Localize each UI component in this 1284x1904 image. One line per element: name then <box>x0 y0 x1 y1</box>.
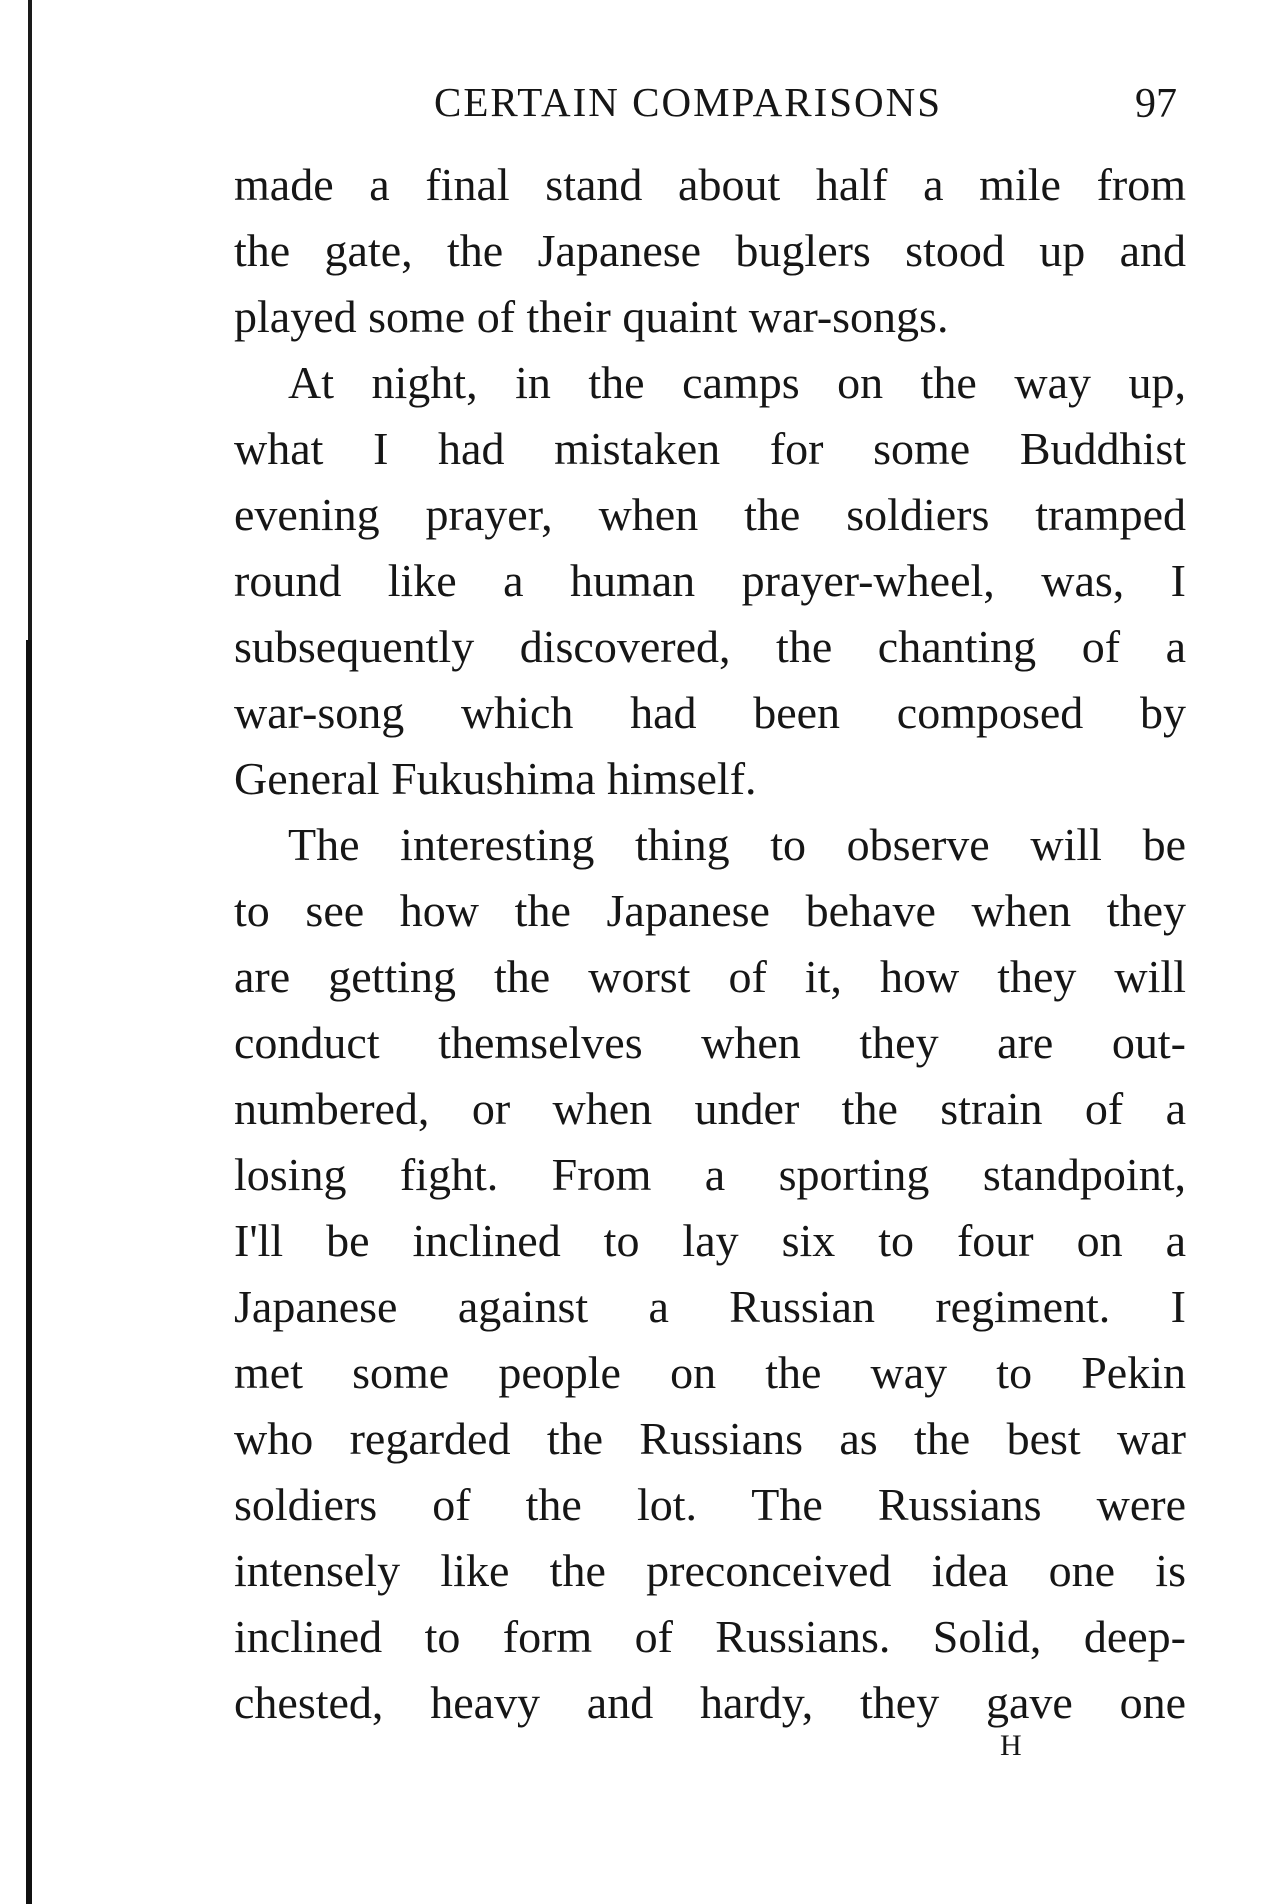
text-line: played some of their quaint war-songs. <box>234 291 949 342</box>
text-line: numbered, or when under the strain of a <box>234 1083 1186 1134</box>
text-line: made a final stand about half a mile from <box>234 159 1186 210</box>
paragraph-start-line: The interesting thing to observe will be <box>288 819 1186 870</box>
text-line: General Fukushima himself. <box>234 753 757 804</box>
text-line: I'll be inclined to lay six to four on a <box>234 1215 1186 1266</box>
binding-edge-shadow <box>26 640 32 1904</box>
text-line: evening prayer, when the soldiers tramped <box>234 489 1186 540</box>
text-line: intensely like the preconceived idea one is <box>234 1545 1186 1596</box>
text-line: losing fight. From a sporting standpoint, <box>234 1149 1186 1200</box>
text-line: conduct themselves when they are out- <box>234 1017 1186 1068</box>
running-title: CERTAIN COMPARISONS <box>434 79 943 125</box>
text-line: inclined to form of Russians. Solid, deep- <box>234 1611 1186 1662</box>
paragraph-start-line: At night, in the camps on the way up, <box>288 357 1186 408</box>
text-line: to see how the Japanese behave when they <box>234 885 1186 936</box>
text-line: round like a human prayer-wheel, was, I <box>234 555 1186 606</box>
text-line: soldiers of the lot. The Russians were <box>234 1479 1186 1530</box>
signature-mark: H <box>1000 1729 1023 1762</box>
text-line: war-song which had been composed by <box>234 687 1186 738</box>
text-line: met some people on the way to Pekin <box>234 1347 1186 1398</box>
running-head <box>0 72 1284 132</box>
text-line: subsequently discovered, the chanting of a <box>234 621 1186 672</box>
text-line: Japanese against a Russian regiment. I <box>234 1281 1186 1332</box>
page-number: 97 <box>1135 81 1177 127</box>
text-line: are getting the worst of it, how they will <box>234 951 1186 1002</box>
text-line: the gate, the Japanese buglers stood up and <box>234 225 1186 276</box>
text-line: who regarded the Russians as the best war <box>234 1413 1186 1464</box>
body-text <box>234 152 1186 1736</box>
text-line: what I had mistaken for some Buddhist <box>234 423 1186 474</box>
text-line: chested, heavy and hardy, they gave one <box>234 1677 1186 1728</box>
